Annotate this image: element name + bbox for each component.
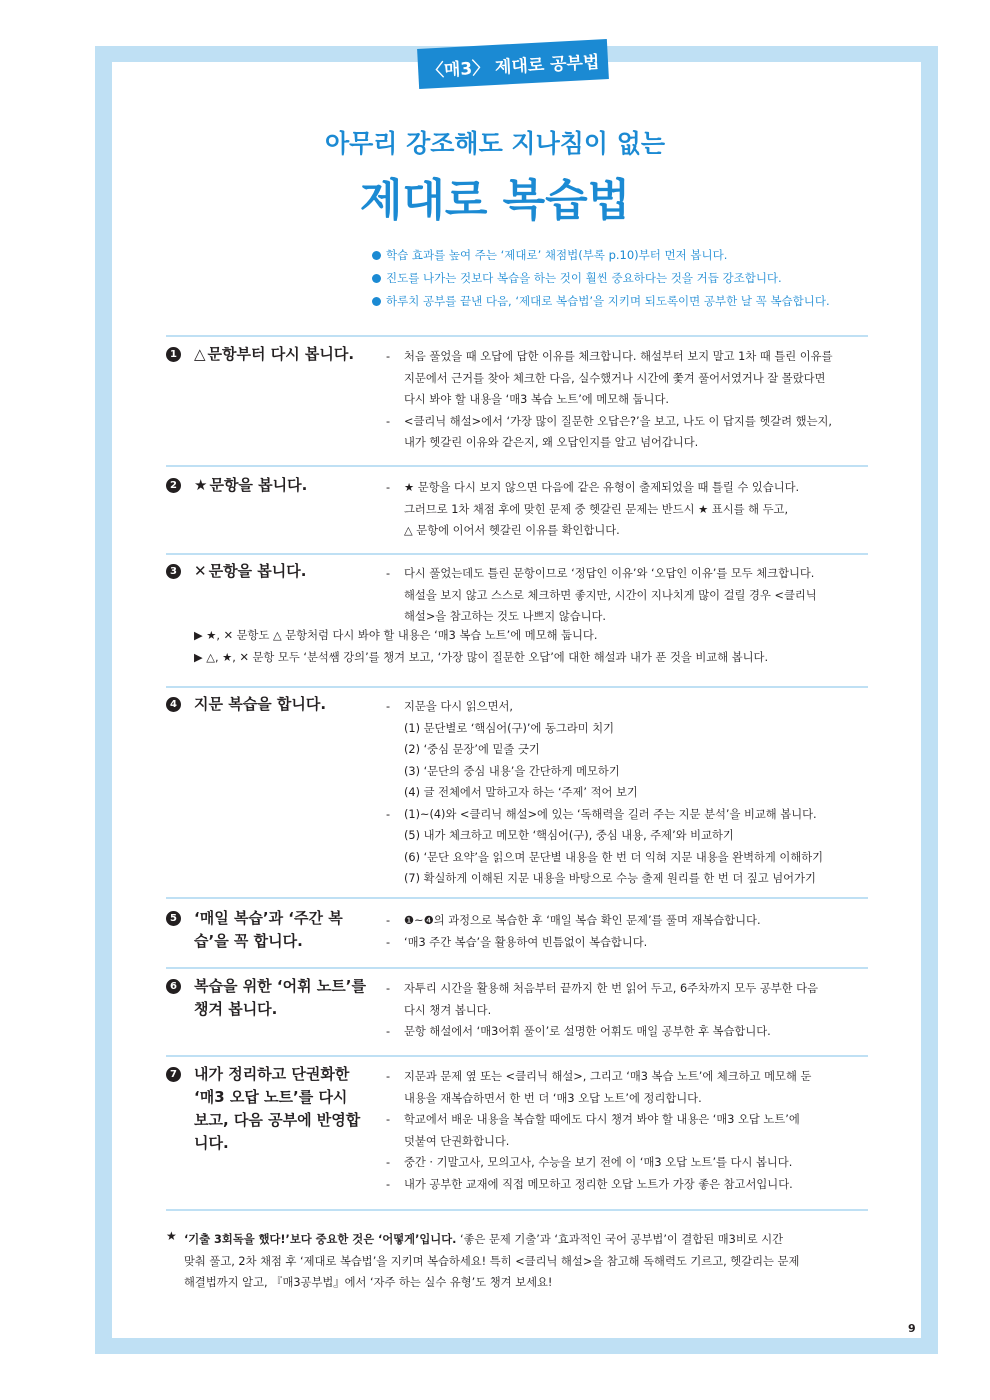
page-number: 9 bbox=[908, 1322, 916, 1335]
triangle-icon: △ bbox=[194, 345, 206, 363]
body-line: (5) 내가 체크하고 메모한 ‘핵심어(구), 중심 내용, 주제’와 비교하기 bbox=[404, 829, 734, 842]
section-heading: △ 문항부터 다시 봅니다. bbox=[194, 345, 355, 363]
body-line: 해설>을 참고하는 것도 나쁘지 않습니다. bbox=[404, 610, 607, 623]
body-line: - 지문을 다시 읽으면서, bbox=[386, 700, 513, 713]
section-number: 3 bbox=[166, 564, 181, 579]
body-line: 내가 헷갈린 이유와 같은지, 왜 오답인지를 알고 넘어갑니다. bbox=[404, 436, 699, 449]
section-number: 7 bbox=[166, 1067, 181, 1082]
bullet-dot-icon bbox=[372, 274, 381, 283]
intro-list bbox=[372, 244, 882, 313]
body-line: - ❶~❹의 과정으로 복습한 후 ‘매일 복습 확인 문제’를 풀며 재복습합니다. bbox=[386, 914, 761, 927]
section-number: 5 bbox=[166, 911, 181, 926]
body-line: - 지문과 문제 옆 또는 <클리닉 해설>, 그리고 ‘매3 복습 노트’에 체크하고 메모해 둔 bbox=[386, 1070, 812, 1083]
body-line: - 중간 · 기말고사, 모의고사, 수능을 보기 전에 이 ‘매3 오답 노트’를 다시 봅니다. bbox=[386, 1156, 793, 1169]
section-body bbox=[386, 1066, 866, 1195]
body-line: 다시 챙겨 봅니다. bbox=[404, 1003, 492, 1017]
divider bbox=[166, 465, 868, 467]
section-body bbox=[386, 477, 866, 542]
bullet-dot-icon bbox=[372, 251, 381, 260]
section-heading: 지문 복습을 합니다. bbox=[194, 695, 327, 713]
body-line: (2) ‘중심 문장’에 밑줄 긋기 bbox=[404, 743, 540, 756]
divider bbox=[166, 686, 868, 688]
body-line: 덧붙여 단권화합니다. bbox=[404, 1134, 510, 1148]
divider bbox=[166, 967, 868, 969]
section-body bbox=[386, 696, 866, 890]
note-line: ▶ ★, ✕ 문항도 △ 문항처럼 다시 봐야 할 내용은 ‘매3 복습 노트’에 메모해 둡니다. bbox=[194, 629, 598, 642]
section-number: 2 bbox=[166, 478, 181, 493]
body-line: (3) ‘문단의 중심 내용’을 간단하게 메모하기 bbox=[404, 764, 620, 778]
section-heading: 내가 정리하고 단권화한 ‘매3 오답 노트’를 다시 보고, 다음 공부에 반영합니다. bbox=[194, 1065, 361, 1152]
note-line: ▶ △, ★, ✕ 문항 모두 ‘분석쌤 강의’를 챙겨 보고, ‘가장 많이 질문한 오답’에 대한 해설과 내가 푼 것을 비교해 봅니다. bbox=[194, 650, 769, 664]
body-line: △ 문항에 이어서 헷갈린 이유를 확인합니다. bbox=[404, 524, 620, 537]
body-line: - 내가 공부한 교재에 직접 메모하고 정리한 오답 노트가 가장 좋은 참고서입니다. bbox=[386, 1177, 793, 1191]
section-notes bbox=[194, 625, 874, 668]
section-heading: ★ 문항을 봅니다. bbox=[194, 476, 308, 494]
body-line: (1) 문단별로 ‘핵심어(구)’에 동그라미 치기 bbox=[404, 721, 615, 735]
cross-icon: ✕ bbox=[194, 562, 207, 580]
section-body bbox=[386, 563, 866, 628]
section-body bbox=[386, 346, 866, 454]
body-line: - (1)~(4)와 <클리닉 해설>에 있는 ‘독해력을 길러 주는 지문 분석’을 비교해 봅니다. bbox=[386, 807, 817, 821]
footnote-line: 해결법까지 알고, 『매3공부법』에서 ‘자주 하는 실수 유형’도 챙겨 보세요! bbox=[184, 1276, 553, 1289]
body-line: (7) 확실하게 이해된 지문 내용을 바탕으로 수능 출제 원리를 한 번 더 짚고 넘어가기 bbox=[404, 872, 816, 885]
section-number: 4 bbox=[166, 697, 181, 712]
bullet-dot-icon bbox=[372, 297, 381, 306]
footnote-line: 맞춰 풀고, 2차 채점 후 ‘제대로 복습법’을 지키며 복습하세요! 특히 <클리닉 해설>을 참고해 독해력도 기르고, 헷갈리는 문제 bbox=[184, 1254, 800, 1268]
intro-item: 학습 효과를 높여 주는 ‘제대로’ 채점법(부록 p.10)부터 먼저 봅니다. bbox=[372, 244, 882, 267]
star-icon: ★ bbox=[166, 1229, 177, 1243]
body-line: - ★ 문항을 다시 보지 않으면 다음에 같은 유형이 출제되었을 때 틀릴 수 있습니다. bbox=[386, 481, 800, 494]
section-body bbox=[386, 910, 866, 953]
body-line: - ‘매3 주간 복습’을 활용하여 빈틈없이 복습합니다. bbox=[386, 935, 648, 949]
section-number: 6 bbox=[166, 979, 181, 994]
intro-item: 진도를 나가는 것보다 복습을 하는 것이 훨씬 중요하다는 것을 거듭 강조합니다. bbox=[372, 267, 882, 290]
footnote bbox=[166, 1229, 868, 1294]
body-line: 해설을 보지 않고 스스로 체크하면 좋지만, 시간이 지나치게 많이 걸릴 경우 <클리닉 bbox=[404, 588, 817, 602]
footnote-line: ‘기출 3회독을 했다!’보다 중요한 것은 ‘어떻게’입니다. ‘좋은 문제 기출’과 ‘효과적인 국어 공부법’이 결합된 매3비로 시간 bbox=[184, 1233, 784, 1246]
star-icon: ★ bbox=[194, 476, 208, 494]
body-line: 지문에서 근거를 찾아 체크한 다음, 실수했거나 시간에 쫓겨 풀어서였거나 잘 몰랐다면 bbox=[404, 371, 826, 385]
body-line: - 자투리 시간을 활용해 처음부터 끝까지 한 번 읽어 두고, 6주차까지 모두 공부한 다음 bbox=[386, 982, 818, 995]
body-line: (4) 글 전체에서 말하고자 하는 ‘주제’ 적어 보기 bbox=[404, 786, 638, 799]
section-heading: 복습을 위한 ‘어휘 노트’를 챙겨 봅니다. bbox=[194, 977, 366, 1018]
page-subtitle: 아무리 강조해도 지나침이 없는 bbox=[324, 129, 666, 158]
divider bbox=[166, 897, 868, 899]
body-line: (6) ‘문단 요약’을 읽으며 문단별 내용을 한 번 더 익혀 지문 내용을 완벽하게 이해하기 bbox=[404, 850, 824, 864]
divider bbox=[166, 335, 868, 337]
body-line: - 문항 해설에서 ‘매3어휘 풀이’로 설명한 어휘도 매일 공부한 후 복습합니다. bbox=[386, 1025, 771, 1038]
body-line: 내용을 재복습하면서 한 번 더 ‘매3 오답 노트’에 정리합니다. bbox=[404, 1091, 702, 1105]
body-line: - 처음 풀었을 때 오답에 답한 이유를 체크합니다. 해설부터 보지 말고 1차 때 틀린 이유를 bbox=[386, 350, 833, 363]
section-heading: ✕ 문항을 봅니다. bbox=[194, 562, 307, 580]
section-badge: 〈매3〉 제대로 공부법 bbox=[417, 39, 609, 89]
divider bbox=[166, 553, 868, 555]
page-title: 제대로 복습법 bbox=[359, 175, 631, 226]
divider bbox=[166, 1055, 868, 1057]
body-line: 다시 봐야 할 내용을 ‘매3 복습 노트’에 메모해 둡니다. bbox=[404, 393, 669, 406]
section-heading: ‘매일 복습’과 ‘주간 복습’을 꼭 합니다. bbox=[194, 909, 343, 950]
intro-item: 하루치 공부를 끝낸 다음, ‘제대로 복습법’을 지키며 되도록이면 공부한 날 꼭 복습합니다. bbox=[372, 290, 882, 313]
body-line: - 다시 풀었는데도 틀린 문항이므로 ‘정답인 이유’와 ‘오답인 이유’를 모두 체크합니다. bbox=[386, 567, 815, 580]
body-line: - <클리닉 해설>에서 ‘가장 많이 질문한 오답은?’을 보고, 나도 이 답지를 헷갈려 했는지, bbox=[386, 414, 833, 428]
divider bbox=[166, 1209, 868, 1211]
body-line: 그러므로 1차 채점 후에 맞힌 문제 중 헷갈린 문제는 반드시 ★ 표시를 해 두고, bbox=[404, 502, 789, 516]
section-body bbox=[386, 978, 866, 1043]
section-number: 1 bbox=[166, 347, 181, 362]
body-line: - 학교에서 배운 내용을 복습할 때에도 다시 챙겨 봐야 할 내용은 ‘매3 오답 노트’에 bbox=[386, 1113, 800, 1126]
